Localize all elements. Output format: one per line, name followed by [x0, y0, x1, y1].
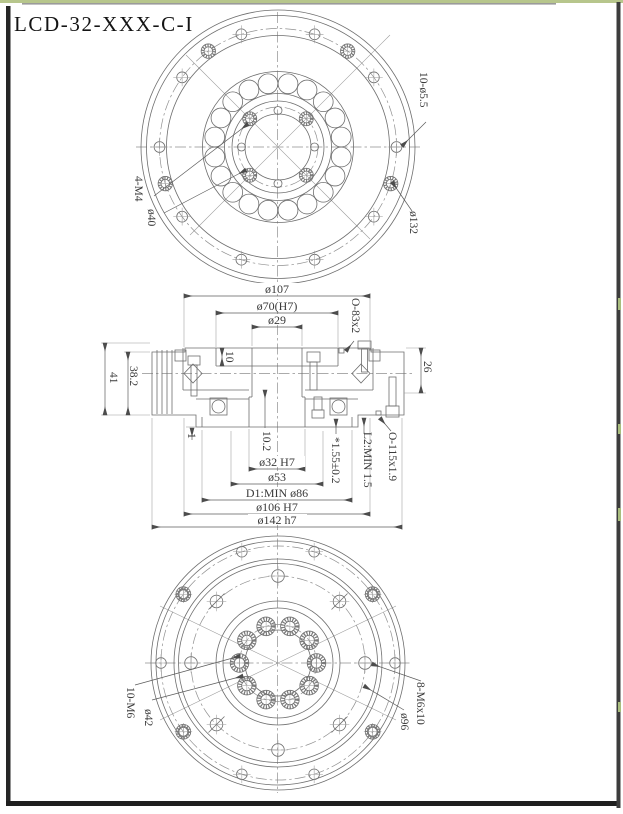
frame-line-left	[6, 6, 11, 806]
dimension-texts	[107, 282, 433, 527]
bolts	[188, 341, 399, 418]
dim-step1: 1	[185, 433, 197, 439]
bearing-ball	[297, 80, 317, 100]
pin-hole	[274, 107, 282, 115]
oring-groove-top	[339, 348, 344, 353]
dim-d142: ø142 h7	[257, 513, 297, 527]
bearing-ball	[278, 74, 298, 94]
bearing-ball	[297, 194, 317, 214]
drawing-title: LCD-32-XXX-C-I	[14, 12, 194, 36]
backing-strip-top	[0, 0, 623, 3]
callout-tapped: 4-M4	[132, 176, 144, 202]
bearing-ball	[205, 147, 225, 167]
dim-d10-2: 10.2	[260, 431, 272, 452]
bearing-ball	[239, 80, 259, 100]
bearing-ball	[258, 200, 278, 220]
dim-d29: ø29	[268, 313, 286, 327]
pin-hole	[274, 180, 282, 188]
top-view	[132, 10, 429, 284]
dim-depth10: 10	[223, 351, 235, 363]
backing-mark	[618, 298, 621, 310]
frame-line-bottom	[6, 801, 618, 806]
dim-h41: 41	[107, 372, 119, 384]
dim-d53: ø53	[268, 470, 286, 484]
diagonal-axis	[190, 35, 390, 235]
callout-tapped: 10-M6	[124, 687, 136, 719]
stator-lamination	[157, 350, 172, 414]
bearing-ball	[211, 108, 231, 128]
bottom-view	[124, 536, 426, 790]
oring-groove-bottom	[376, 411, 381, 415]
housing-outline	[152, 348, 404, 427]
callout-holes: 10-ø5.5	[417, 72, 429, 108]
bearing-ball	[278, 200, 298, 220]
frame-line-top	[22, 3, 556, 5]
backing-mark	[618, 702, 621, 712]
callout-mount: 8-M6x10	[414, 682, 426, 725]
bearing-ball	[239, 194, 259, 214]
dim-d86: D1:MIN ø86	[245, 486, 309, 500]
dim-t155: *1.55±0.2	[329, 437, 341, 484]
ball-bearings	[210, 398, 347, 415]
backing-mark	[618, 424, 621, 434]
dim-d70: ø70(H7)	[256, 299, 298, 313]
frame-line-right	[617, 2, 621, 808]
callout-tapped-circle: ø42	[142, 709, 154, 727]
dim-h26: 26	[421, 361, 433, 373]
dim-d32: ø32 H7	[259, 455, 295, 469]
bearing-ball	[325, 166, 345, 186]
section-view	[101, 282, 433, 530]
leader-line	[372, 664, 421, 681]
callout-mount-circle: ø96	[398, 713, 410, 731]
leader-line	[402, 122, 426, 146]
callout-tapped-circle: ø40	[145, 209, 157, 227]
bearing-ball	[331, 147, 351, 167]
callout-bolt-circle: ø132	[407, 211, 419, 234]
dim-oring-top: O-83x2	[349, 298, 361, 334]
bearing-ball	[258, 74, 278, 94]
bearing-ball	[325, 108, 345, 128]
leader-line	[364, 686, 404, 710]
backing-mark	[618, 508, 621, 521]
dim-d107: ø107	[265, 282, 289, 296]
dim-oring-bottom: O-115x1.9	[386, 432, 398, 482]
dim-l2: L2:MIN 1.5	[361, 432, 373, 488]
dim-d106: ø106 H7	[256, 500, 298, 514]
bearing-ball	[331, 127, 351, 147]
dim-h38: 38.2	[127, 366, 139, 387]
